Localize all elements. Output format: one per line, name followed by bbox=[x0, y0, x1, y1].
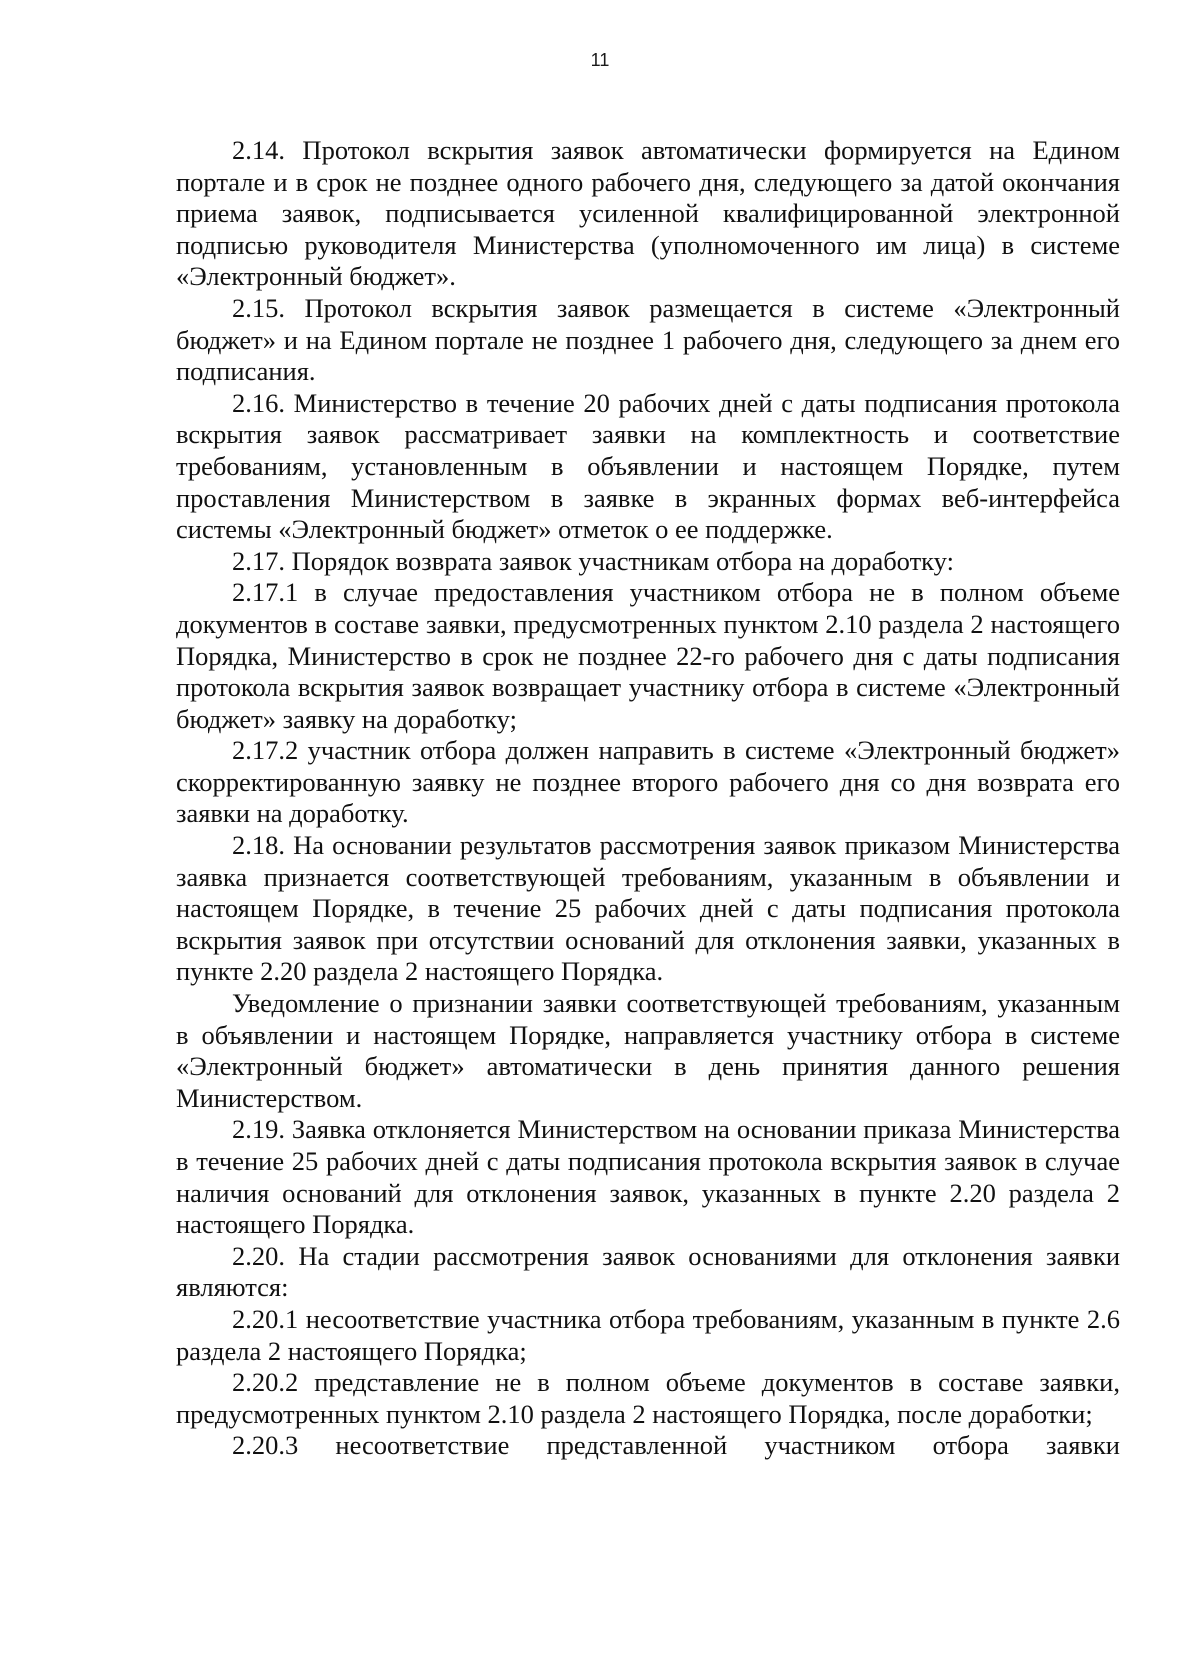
paragraph-2-16: 2.16. Министерство в течение 20 рабочих дней с даты подписания протокола вскрытия заявок рассматривает заявки на комплектность и соответствие требованиям, установленным в объявлении и настоящем Порядке, путем проставления Министерством в заявке в экранных формах веб-интерфейса системы «Электронный бюджет» отметок о ее поддержке. bbox=[176, 387, 1120, 545]
paragraph-2-17-2: 2.17.2 участник отбора должен направить в системе «Электронный бюджет» скорректированную заявку не позднее второго рабочего дня со дня возврата его заявки на доработку. bbox=[176, 735, 1120, 829]
paragraph-2-20: 2.20. На стадии рассмотрения заявок основаниями для отклонения заявки являются: bbox=[176, 1240, 1120, 1303]
document-body bbox=[176, 135, 1120, 1462]
paragraph-2-20-3: 2.20.3 несоответствие представленной участником отбора заявки bbox=[232, 1430, 1120, 1461]
paragraph-2-17: 2.17. Порядок возврата заявок участникам отбора на доработку: bbox=[232, 545, 954, 576]
paragraph-2-20-1: 2.20.1 несоответствие участника отбора требованиям, указанным в пункте 2.6 раздела 2 настоящего Порядка; bbox=[176, 1303, 1120, 1366]
paragraph-2-19: 2.19. Заявка отклоняется Министерством на основании приказа Министерства в течение 25 рабочих дней с даты подписания протокола вскрытия заявок в случае наличия оснований для отклонения заявок, указанных в пункте 2.20 раздела 2 настоящего Порядка. bbox=[176, 1114, 1120, 1240]
paragraph-2-14: 2.14. Протокол вскрытия заявок автоматически формируется на Едином портале и в срок не позднее одного рабочего дня, следующего за датой окончания приема заявок, подписывается усиленной квалифицированной электронной подписью руководителя Министерства (уполномоченного им лица) в системе «Электронный бюджет». bbox=[176, 135, 1120, 292]
page-number: 11 bbox=[590, 50, 610, 70]
paragraph-2-18: 2.18. На основании результатов рассмотрения заявок приказом Министерства заявка признается соответствующей требованиям, указанным в объявлении и настоящем Порядке, в течение 25 рабочих дней с даты подписания протокола вскрытия заявок при отсутствии оснований для отклонения заявки, указанных в пункте 2.20 раздела 2 настоящего Порядка. bbox=[176, 830, 1120, 987]
paragraph-2-17-1: 2.17.1 в случае предоставления участником отбора не в полном объеме документов в составе заявки, предусмотренных пунктом 2.10 раздела 2 настоящего Порядка, Министерство в срок не позднее 22-го рабочего дня с даты подписания протокола вскрытия заявок возвращает участнику отбора в системе «Электронный бюджет» заявку на доработку; bbox=[176, 577, 1120, 734]
paragraph-2-15: 2.15. Протокол вскрытия заявок размещается в системе «Электронный бюджет» и на Едином портале не позднее 1 рабочего дня, следующего за днем его подписания. bbox=[176, 292, 1120, 387]
paragraph-notification: Уведомление о признании заявки соответствующей требованиям, указанным в объявлении и настоящем Порядке, направляется участнику отбора в системе «Электронный бюджет» автоматически в день принятия данного решения Министерством. bbox=[176, 988, 1120, 1113]
paragraph-2-20-2: 2.20.2 представление не в полном объеме документов в составе заявки, предусмотренных пунктом 2.10 раздела 2 настоящего Порядка, после доработки; bbox=[176, 1367, 1120, 1429]
